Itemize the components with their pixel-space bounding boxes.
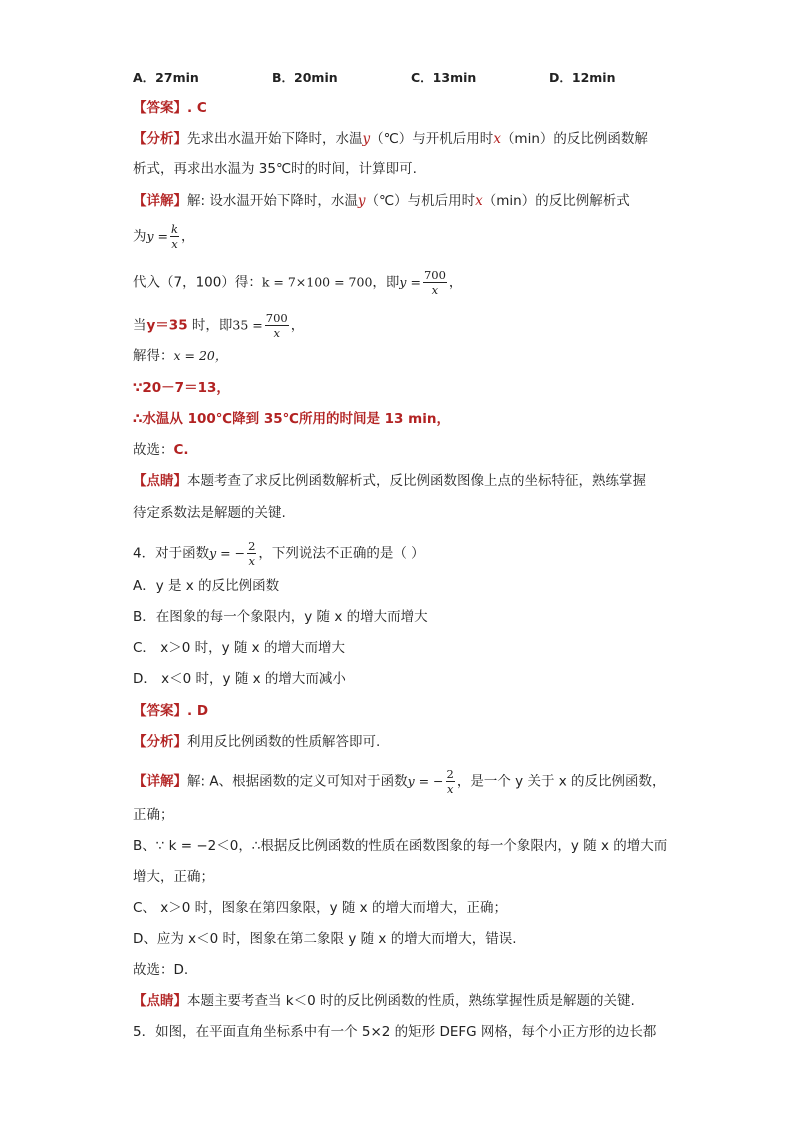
q3-detail-line6: ∵20－7＝13， bbox=[133, 380, 230, 396]
option-c: C．13min bbox=[411, 70, 477, 85]
option-a: A．27min bbox=[133, 70, 199, 85]
q3-detail-line2: 为y = $\frac{k}{x}$ ， bbox=[133, 222, 195, 251]
q5-stem: 5．如图，在平面直角坐标系中有一个 5×2 的矩形 DEFG 网格，每个小正方形的边长都 bbox=[133, 1024, 657, 1040]
q3-answer: 【答案】. C bbox=[133, 100, 207, 116]
q3-analysis-line2: 析式，再求出水温为 35℃时的时间，计算即可. bbox=[133, 161, 417, 177]
q4-stem: 4．对于函数y = − $\frac{2}{x}$ ，下列说法不正确的是（ ） bbox=[133, 539, 425, 568]
q4-detail-c: C、 x＞0 时，图象在第四象限，y 随 x 的增大而增大，正确； bbox=[133, 900, 507, 916]
q4-detail-d: D、应为 x＜0 时，图象在第二象限 y 随 x 的增大而增大，错误. bbox=[133, 931, 517, 947]
q4-detail-a-end: 正确； bbox=[133, 807, 174, 823]
q3-detail-line8: 故选：C. bbox=[133, 442, 189, 458]
option-b: B．20min bbox=[272, 70, 338, 85]
q4-detail-a: 【详解】解: A、根据函数的定义可知对于函数y = − $\frac{2}{x}$ ，是一个 y 关于 x 的反比例函数， bbox=[133, 767, 666, 796]
q3-detail-line1: 【详解】解: 设水温开始下降时，水温y（℃）与机后用时x（min）的反比例解析式 bbox=[133, 193, 630, 209]
q4-answer: 【答案】. D bbox=[133, 703, 209, 719]
q3-analysis-line1: 【分析】先求出水温开始下降时，水温y（℃）与开机后用时x（min）的反比例函数解 bbox=[133, 131, 648, 147]
q4-option-a: A．y 是 x 的反比例函数 bbox=[133, 578, 280, 594]
q3-detail-line3: 代入（7，100）得：k = 7×100 = 700，即y = $\frac{700}{x}$ ， bbox=[133, 268, 463, 297]
option-d: D．12min bbox=[549, 70, 616, 85]
fraction-700-over-x: $\frac{700}{x}$ bbox=[423, 268, 446, 297]
q4-option-b: B．在图象的每一个象限内，y 随 x 的增大而增大 bbox=[133, 609, 428, 625]
q4-analysis: 【分析】利用反比例函数的性质解答即可. bbox=[133, 734, 381, 750]
fraction-700-over-x-2: $\frac{700}{x}$ bbox=[265, 311, 288, 340]
q3-detail-line5: 解得：x = 20， bbox=[133, 348, 228, 364]
fraction-2-over-x: $\frac{2}{x}$ bbox=[248, 539, 256, 568]
q4-comment: 【点睛】本题主要考查当 k＜0 时的反比例函数的性质，熟练掌握性质是解题的关键. bbox=[133, 993, 635, 1009]
q4-detail-b1: B、∵ k = −2＜0，∴根据反比例函数的性质在函数图象的每一个象限内，y 随 x 的增大而 bbox=[133, 838, 668, 854]
q3-comment-line1: 【点睛】本题考查了求反比例函数解析式，反比例函数图像上点的坐标特征，熟练掌握 bbox=[133, 473, 646, 489]
q4-detail-b2: 增大，正确； bbox=[133, 869, 214, 885]
q4-option-c: C． x＞0 时，y 随 x 的增大而增大 bbox=[133, 640, 345, 656]
fraction-k-over-x: $\frac{k}{x}$ bbox=[171, 222, 178, 251]
q4-option-d: D． x＜0 时，y 随 x 的增大而减小 bbox=[133, 671, 346, 687]
q3-detail-line7: ∴水温从 100℃降到 35℃所用的时间是 13 min， bbox=[133, 411, 450, 427]
fraction-2-over-x-2: $\frac{2}{x}$ bbox=[446, 767, 454, 796]
q4-choose: 故选：D. bbox=[133, 962, 189, 978]
q3-detail-line4: 当y＝35 时，即35 = $\frac{700}{x}$ ， bbox=[133, 311, 305, 340]
q3-comment-line2: 待定系数法是解题的关键. bbox=[133, 505, 286, 521]
